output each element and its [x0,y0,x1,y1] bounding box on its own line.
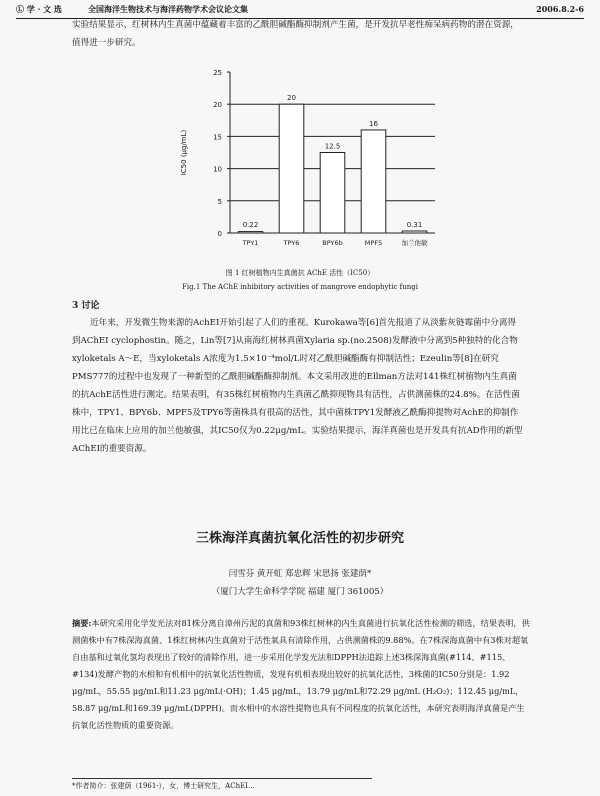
header-left: Ⓛ 学 · 文 选 [16,4,62,14]
bar-TPY1 [238,232,263,233]
bar-TPY6 [279,104,304,233]
bar-value-label: 12.5 [324,142,341,151]
abstract-label: 摘要: [72,618,92,628]
article-authors: 闫雪芬 黄开虹 郑忠辉 宋思扬 张建荫* [228,569,372,579]
bar-MPF5 [361,130,386,233]
bar-value-label: 20 [287,94,296,103]
x-tick-label: TPY6 [283,239,300,247]
header-date: 2006.8.2-6 [536,4,584,14]
y-tick-label: 20 [213,101,222,110]
x-tick-label: 加兰他敏 [401,239,428,247]
bar-BPY6b [320,153,345,234]
figure-caption-en: Fig.1 The AChE inhibitory activities of mangrove endophytic fungi [182,283,418,291]
x-tick-label: BPY6b [322,239,343,247]
y-tick-label: 10 [213,165,222,174]
figure-caption-cn: 图 1 红树植物内生真菌抗 AChE 活性（IC50） [225,269,375,277]
x-tick-label: MPF5 [364,239,383,247]
discussion-paragraph: 近年来，开发微生物来源的AchEI开始引起了人们的重视。Kurokawa等[6]首先报道了从淡紫灰链霉菌中分离得到AChEI cyclophostin。随之，Lin等[7]从南海红树林真菌Xylaria sp.(no.2508)发酵液中分离到5种独特的化合物xyloketals A～E，当xyloketals A浓度为1.5×10⁻⁴mol/L时对乙酰胆碱酯酶有抑制活性；Ezeulin等[8]在研究PMS777的过程中也发现了一种新型的乙酰胆碱酯酶抑制剂。本文采用改进的Ellman方法对141株红树植物内生真菌的抗AchE活性进行测定。结果表明，有35株红树植物内生真菌乙酰抑现物具有活性，占供测菌株的24.8%。在活性菌株中，TPY1、BPY6b、MPF5及TPY6等菌株具有很高的活性，其中菌株TPY1发酵液乙酰酶抑提物对AchE的抑制作用比已在临床上应用的加兰他敏强，其IC50仅为0.22μg/mL。实验结果提示，海洋真菌也是开发具有抗AD作用的新型AChEI的重要资源。 [72,318,523,454]
intro-paragraph: 实验结果显示，红树林内生真菌中蕴藏着丰富的乙酰胆碱酯酶抑制剂产生菌，是开发抗早老性痴呆病药物的潜在资源，值得进一步研究。 [72,20,519,48]
y-tick-label: 0 [217,230,222,238]
bar-value-label: 0.31 [406,221,423,229]
abstract [72,615,532,734]
y-tick-label: 15 [213,133,222,142]
section-heading: 3 讨论 [72,301,100,311]
article-affiliation: （厦门大学生命科学学院 福建 厦门 361005） [211,587,389,597]
bar-chart [150,60,450,260]
header-center: 全国海洋生物技术与海洋药物学术会议论文集 [88,4,248,14]
bar-value-label: 0.22 [242,221,259,229]
bar-加兰他敏 [402,231,427,233]
y-tick-label: 5 [217,197,222,206]
y-tick-label: 25 [213,69,222,77]
footnote: *作者简介：张建荫（1961-），女，博士研究生，AChEI... [72,778,372,791]
bar-value-label: 16 [369,119,378,128]
y-axis-label: IC50 (μg/mL) [180,129,188,176]
article-title: 三株海洋真菌抗氧化活性的初步研究 [195,531,404,546]
abstract-text: 本研究采用化学发光法对81株分离自漳州污泥的真菌和93株红树林的内生真菌进行抗氧化活性检测的筛选，结果表明，供测菌株中有7株深海真菌、1株红树林内生真菌对于活性氧具有清除作用，占供测菌株的9.88%。在7株深海真菌中有3株对超氧自由基和过氧化氢均表现出了较好的清除作用，进一步采用化学发光法和DPPH法追踪上述3株深海真菌(#114、#115、#134)发酵产物的水相和有机相中的抗氧化活性物质，发现有机相表现出较好的抗氧化活性，3株菌的IC50分别是：1.92 μg/mL，55.55 μg/mL和11.23 μg/mL(·OH)；1.45 μg/mL，13.79 μg/mL和72.29 μg/mL (H₂O₂)；112.45 μg/mL，58.87 μg/mL和169.39 μg/mL(DPPH)。而水相中的水溶性提物也具有不同程度的抗氧化活性，本研究表明海洋真菌是产生抗氧化活性物质的重要资源。 [72,618,530,730]
x-tick-label: TPY1 [242,239,259,247]
